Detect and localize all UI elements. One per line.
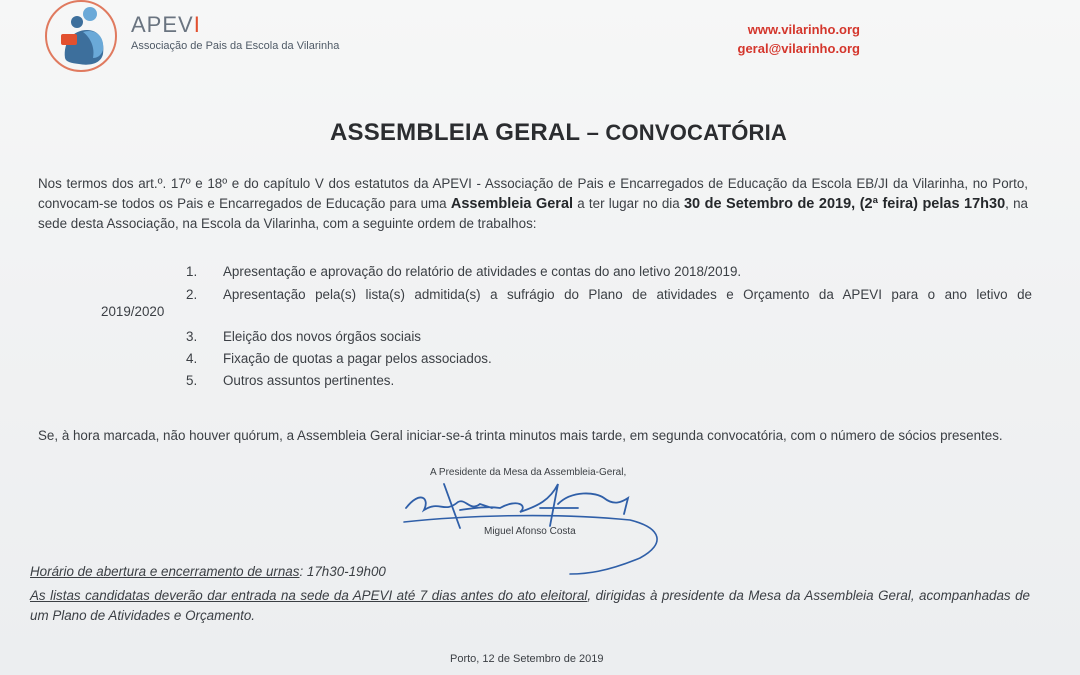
list-item-number: 4. <box>186 351 198 366</box>
signature-role: A Presidente da Mesa da Assembleia-Geral, <box>430 467 627 478</box>
title-separator: – <box>580 120 606 145</box>
apevi-logo <box>43 0 121 74</box>
brand-name-prefix: APEV <box>131 12 194 37</box>
intro-text-2: a ter lugar no dia <box>573 196 684 211</box>
contact-block <box>738 20 860 58</box>
brand-block <box>131 12 339 52</box>
lists-submission-rest: , dirigidas à presidente da Mesa da Assembleia Geral, acompanhadas de um Plano de Atividades e Orçamento. <box>30 588 1030 623</box>
list-item-number: 3. <box>186 329 198 344</box>
list-item-text: Fixação de quotas a pagar pelos associados. <box>223 351 492 366</box>
ballot-hours-label: Horário de abertura e encerramento de urnas <box>30 564 300 579</box>
list-item-text: Apresentação pela(s) lista(s) admitida(s) a sufrágio do Plano de atividades e Orçamento da APEVI para o ano letivo de <box>223 287 1032 302</box>
apevi-logo-icon <box>43 0 121 74</box>
signature-name: Miguel Afonso Costa <box>484 526 576 537</box>
quorum-paragraph: Se, à hora marcada, não houver quórum, a Assembleia Geral iniciar-se-á trinta minutos mais tarde, em segunda convocatória, com o número de sócios presentes. <box>38 428 1003 443</box>
list-item-number: 1. <box>186 264 198 279</box>
ballot-hours-value: : 17h30-19h00 <box>299 564 386 579</box>
list-item-continuation: 2019/2020 <box>101 304 165 319</box>
brand-name <box>131 12 339 38</box>
title-sub: CONVOCATÓRIA <box>605 120 788 145</box>
list-item-text: Apresentação e aprovação do relatório de atividades e contas do ano letivo 2018/2019. <box>223 264 742 279</box>
list-item-text: Outros assuntos pertinentes. <box>223 373 395 388</box>
intro-bold-2: 30 de Setembro de 2019, (2ª feira) pelas 17h30 <box>683 196 1006 212</box>
intro-bold-1: Assembleia Geral <box>450 196 574 212</box>
lists-submission-note <box>30 586 1030 626</box>
lists-submission-underlined: As listas candidatas deverão dar entrada na sede da APEVI até 7 dias antes do ato eleitoral <box>30 588 588 603</box>
place-date: Porto, 12 de Setembro de 2019 <box>450 653 604 665</box>
list-item-number: 2. <box>186 287 198 302</box>
website-link[interactable]: www.vilarinho.org <box>747 22 860 37</box>
list-item-number: 5. <box>186 373 198 388</box>
intro-text-3: , na sede desta Associação, na Escola da Vilarinha, com a seguinte ordem de trabalhos: <box>38 196 1028 231</box>
ballot-hours-note <box>30 562 386 582</box>
brand-subtitle: Associação de Pais da Escola da Vilarinha <box>131 40 340 52</box>
email-link[interactable]: geral@vilarinho.org <box>737 41 860 56</box>
brand-name-accent: I <box>193 12 201 37</box>
list-item-text: Eleição dos novos órgãos sociais <box>223 329 421 344</box>
title-main: ASSEMBLEIA GERAL <box>329 119 581 146</box>
intro-text-1: Nos termos dos art.º. 17º e 18º e do capítulo V dos estatutos da APEVI - Associação de Pais e Encarregados de Educação da Escola EB/JI da Vilarinha, no Porto, convocam-se todos os Pais e Encarregados de Educação para uma <box>38 176 1028 211</box>
intro-paragraph <box>38 174 1028 234</box>
page-title <box>0 119 1080 147</box>
